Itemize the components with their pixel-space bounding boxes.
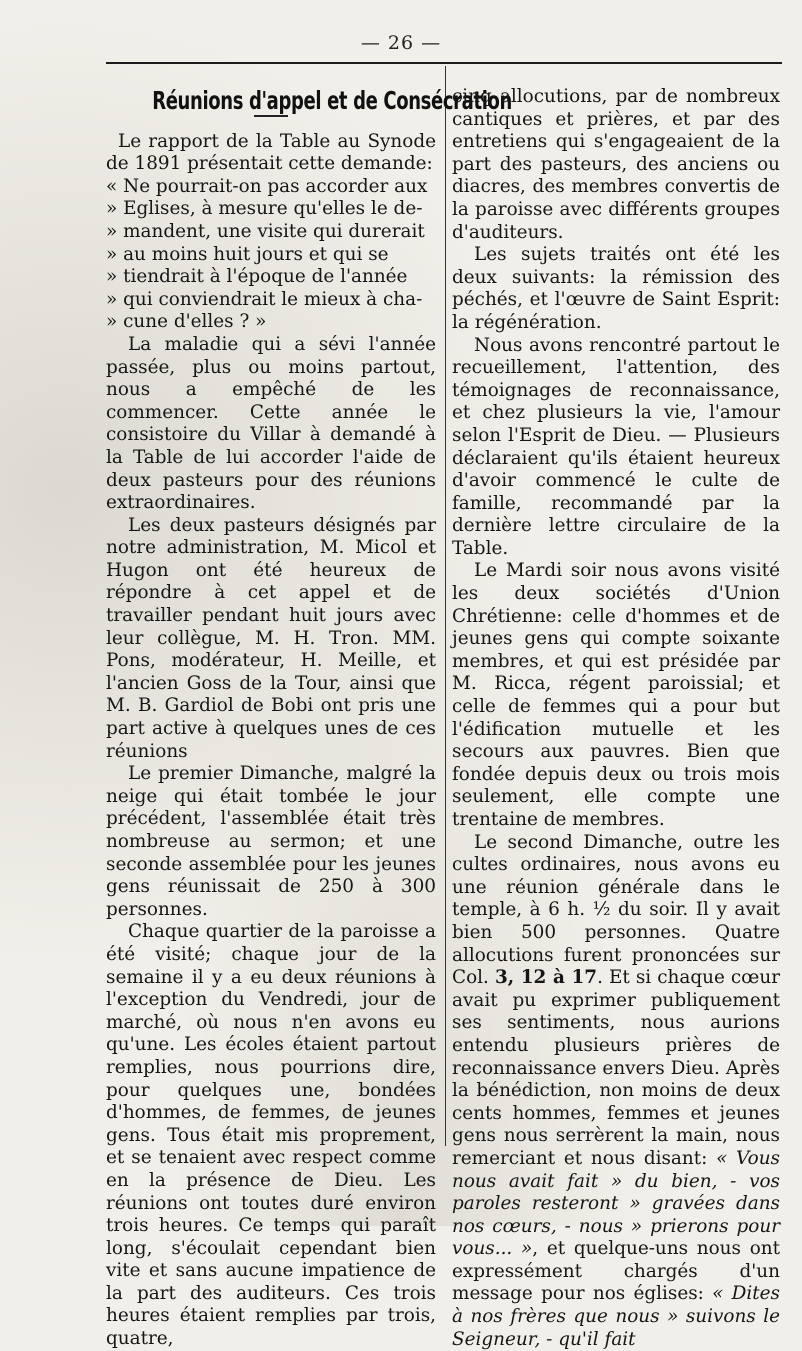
quote-line: » mandent, une visite qui durerait [106,220,425,242]
paragraph-intro: Le rapport de la Table au Synode de 1891 présentait cette demande: [106,130,436,175]
header-rule [106,62,782,64]
paragraph-illness: La maladie qui a sévi l'année passée, plus ou moins partout, nous a empêché de les commencer. Cette année le consistoire du Villar à demandé à la Table de lui accorder l'aide de deux pasteurs pour des réunions extraordinaires. [106,333,436,514]
quote-line: » Eglises, à mesure qu'elles le de- [106,198,423,220]
text-run: . Et si chaque cœur avait pu exprimer publiquement ses sentiments, nous aurions entendu plusieurs prières de reconnaissance envers Dieu. Après la bénédiction, non moins de deux cents hommes, femmes et jeunes gens nous serrèrent la main, nous remerciant et nous disant: [452,967,781,1169]
column-divider [445,66,446,1146]
paragraph-first-sunday: Le premier Dimanche, malgré la neige qui était tombée le jour précédent, l'assemblée était très nombreuse au sermon; et une seconde assemblée pour les jeunes gens réunissait de 250 à 300 personnes. [106,763,436,920]
italic-quote: « Vous nous avait fait » du bien, - vos paroles resteront » gravées dans nos cœurs, - nous » prierons pour vous... » [452,1147,780,1260]
text-run: , et quelque-uns nous ont expressément chargés d'un message pour nos églises: [452,1238,780,1305]
quote-line: » qui conviendrait le mieux à cha- [106,288,423,310]
quote-line: » cune d'elles ? » [106,311,267,333]
quote-line: » tiendrait à l'époque de l'année [106,266,408,288]
paragraph-subjects: Les sujets traités ont été les deux suivants: la rémission des péchés, et l'œuvre de Saint Esprit: la régénération. [452,244,780,333]
right-column [452,86,780,1351]
text-run: Le second Dimanche, outre les cultes ordinaires, nous avons eu une réunion générale dans le temple, à 6 h. ½ du soir. Il y avait bien 500 personnes. Quatre allocutions furent prononcées sur Col. [452,831,780,989]
page-number: — 26 — [360,32,442,54]
quote-line: » au moins huit jours et qui se [106,243,389,265]
paragraph-recueillement: Nous avons rencontré partout le recueillement, l'attention, des témoignages de reconnaissance, et chez plusieurs la vie, l'amour selon l'Esprit de Dieu. — Plusieurs déclaraient qu'ils étaient heureux d'avoir commencé le culte de famille, recommandé par la dernière lettre circulaire de la Table. [452,334,780,559]
scripture-reference: 3, 12 à 17 [494,967,598,989]
synod-quote [106,176,436,334]
paragraph-quarters: Chaque quartier de la paroisse a été visité; chaque jour de la semaine il y a eu deux réunions à l'exception du Vendredi, jour de marché, où nous n'en avons eu qu'une. Les écoles étaient partout remplies, nous pourrions dire, pour quelques une, bondées d'hommes, de femmes, de jeunes gens. Tous était mis proprement, et se tenaient avec respect comme en la présence de Dieu. Les réunions ont toutes duré environ trois heures. Ce temps qui paraît long, s'écoulait cependant bien vite et sans aucune impatience de la part des auditeurs. Ces trois heures étaient remplies par trois, quatre, [106,921,436,1350]
italic-quote: « Dites à nos frères que nous » suivons le Seigneur, - qu'il fait [452,1283,780,1350]
left-column [106,80,512,1351]
article-title: Réunions d'appel et de Consécration [152,86,512,115]
paragraph-tuesday: Le Mardi soir nous avons visité les deux sociétés d'Union Chrétienne: celle d'hommes et de jeunes gens qui compte soixante membres, et qui est présidée par M. Ricca, régent paroissial; et celle de femmes qui a pour but l'édification mutuelle et les secours aux pauvres. Bien que fondée depuis deux ou trois mois seulement, elle compte une trentaine de membres. [452,560,780,830]
quote-line: « Ne pourrait-on pas accorder aux [106,175,428,197]
paragraph-pastors: Les deux pasteurs désignés par notre administration, M. Micol et Hugon ont été heureux de répondre à cet appel et de travailler pendant huit jours avec leur collègue, M. H. Tron. MM. Pons, modérateur, H. Meille, et l'ancien Goss de la Tour, ainsi que M. B. Gardiol de Bobi ont pris une part active à quelques unes de ces réunions [106,514,436,762]
paragraph-second-sunday [452,832,780,1351]
paragraph-allocutions: cinq allocutions, par de nombreux cantiques et prières, et par des entretiens qui s'engageaient de la part des pasteurs, des anciens ou diacres, des membres convertis de la paroisse avec différents groupes d'auditeurs. [452,86,780,243]
